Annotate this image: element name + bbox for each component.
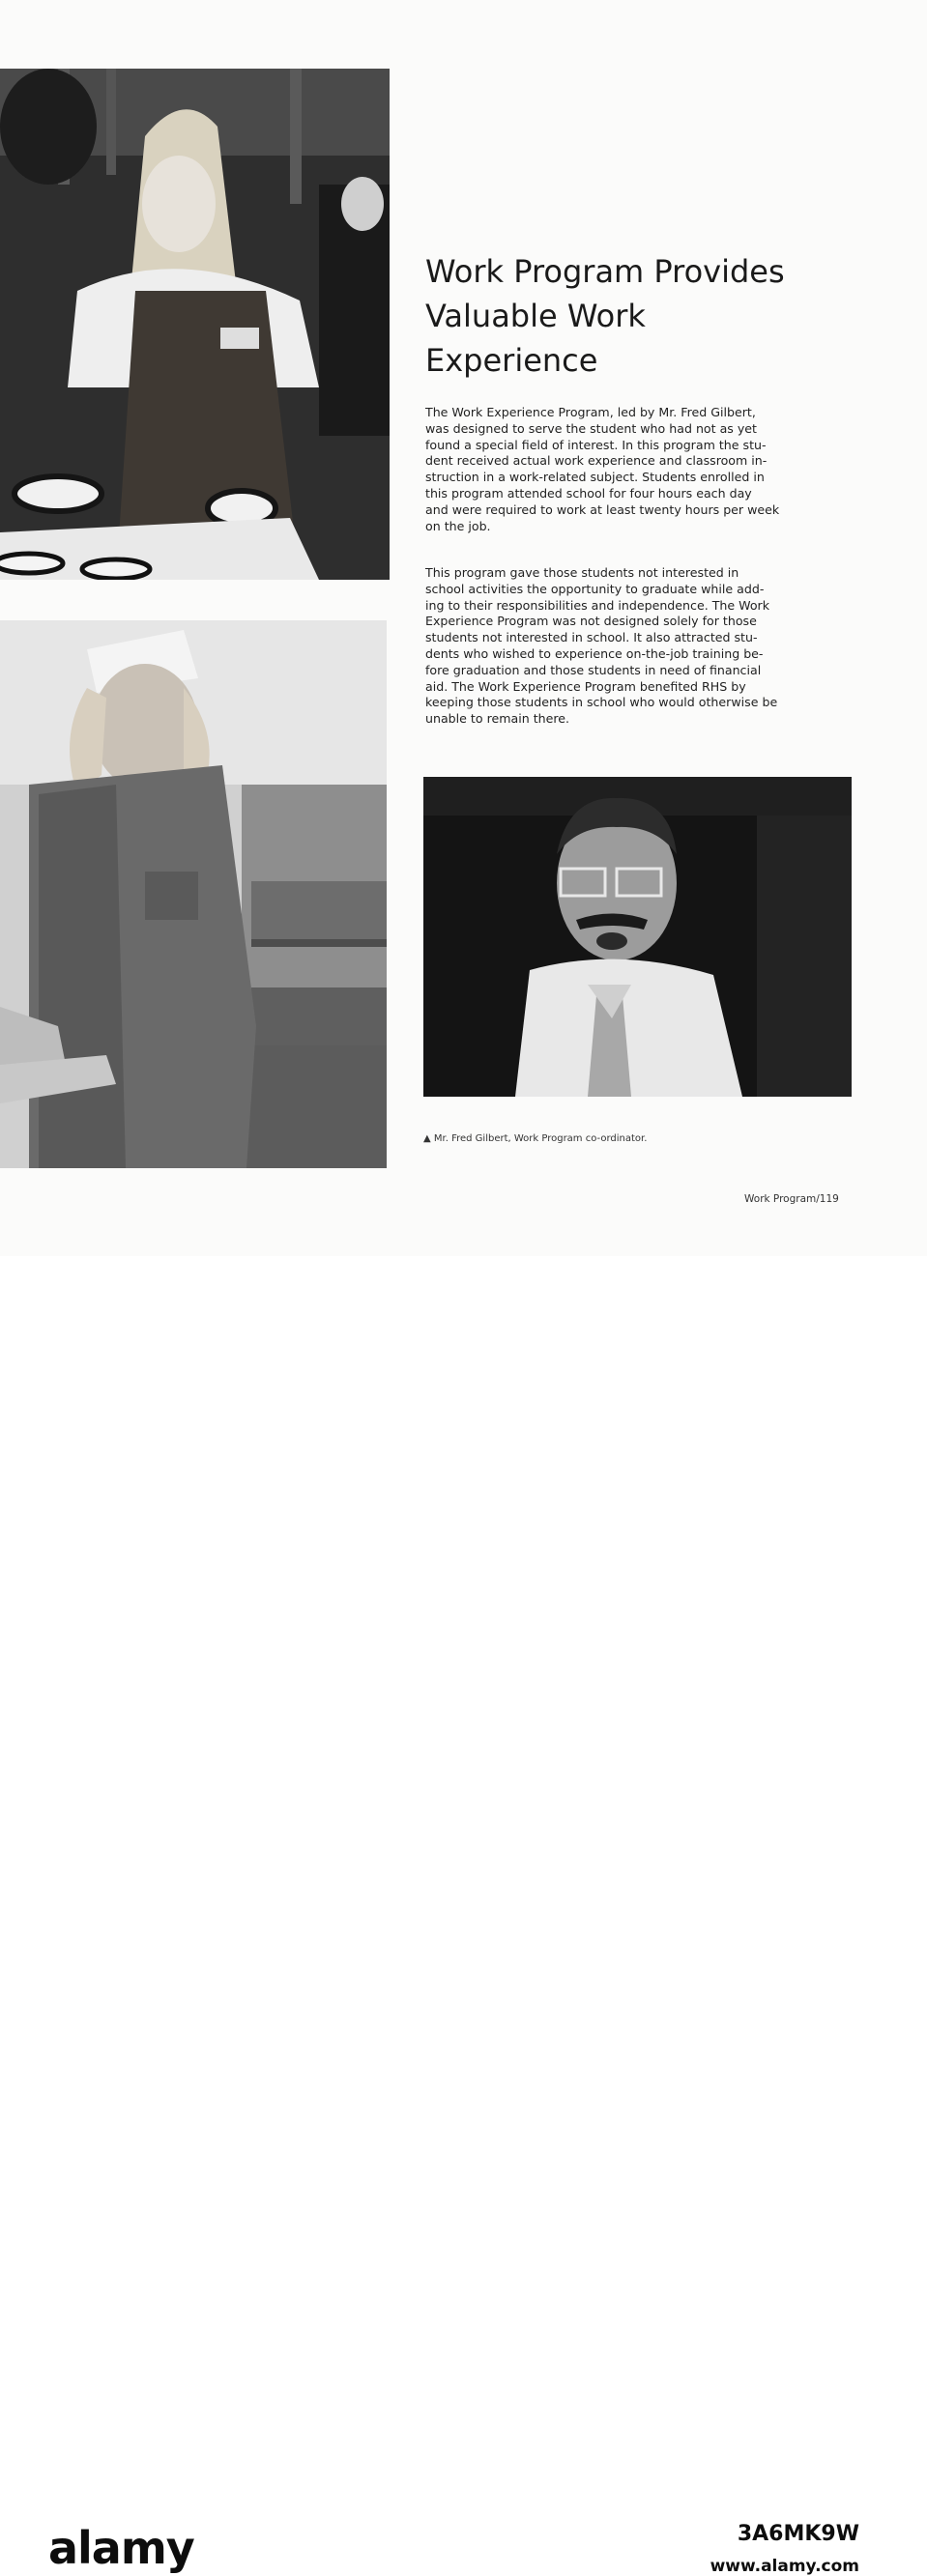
photo-student-cook	[0, 620, 387, 1168]
paragraph-line: aid. The Work Experience Program benefited RHS by	[425, 678, 746, 694]
body-paragraph-2	[425, 565, 822, 728]
watermark-url: www.alamy.com	[710, 2557, 859, 2576]
paragraph-line: ing to their responsibilities and independence. The Work	[425, 597, 770, 613]
body-paragraph-1	[425, 405, 822, 534]
headline	[425, 249, 831, 383]
triangle-up-icon: ▲	[423, 1133, 431, 1144]
yearbook-page	[0, 0, 927, 1256]
paragraph-line: This program gave those students not interested in	[425, 565, 739, 580]
paragraph-line: dent received actual work experience and classroom in-	[425, 453, 768, 469]
caption-text: Mr. Fred Gilbert, Work Program co-ordinator.	[433, 1133, 648, 1144]
watermark-footer	[0, 1256, 927, 2576]
photo-fred-gilbert	[423, 777, 852, 1097]
paragraph-line: dents who wished to experience on-the-job training be-	[425, 645, 764, 661]
paragraph-line: fore graduation and those students in need of financial	[425, 662, 762, 677]
photo-caption	[423, 1133, 647, 1144]
paragraph-line: The Work Experience Program, led by Mr. Fred Gilbert,	[425, 405, 756, 419]
paragraph-line: school activities the opportunity to graduate while add-	[425, 581, 765, 596]
paragraph-line: on the job.	[425, 518, 491, 533]
paragraph-line: students not interested in school. It also attracted stu-	[425, 630, 758, 645]
image-id: 3A6MK9W	[737, 2522, 859, 2546]
page-folio: Work Program/119	[744, 1193, 839, 1205]
headline-line-2: Valuable Work	[425, 298, 646, 334]
headline-line-1: Work Program Provides	[425, 253, 785, 290]
paragraph-line: struction in a work-related subject. Students enrolled in	[425, 470, 765, 485]
paragraph-line: this program attended school for four hours each day	[425, 485, 752, 501]
paragraph-line: found a special field of interest. In this program the stu-	[425, 437, 767, 452]
paragraph-line: Experience Program was not designed solely for those	[425, 614, 757, 629]
paragraph-line: keeping those students in school who would otherwise be	[425, 695, 778, 710]
photo-student-waitress	[0, 69, 390, 580]
alamy-logo: alamy	[48, 2522, 194, 2574]
headline-line-3: Experience	[425, 342, 598, 379]
paragraph-line: was designed to serve the student who had not as yet	[425, 420, 757, 436]
paragraph-line: and were required to work at least twenty hours per week	[425, 501, 780, 517]
paragraph-line: unable to remain there.	[425, 711, 570, 727]
